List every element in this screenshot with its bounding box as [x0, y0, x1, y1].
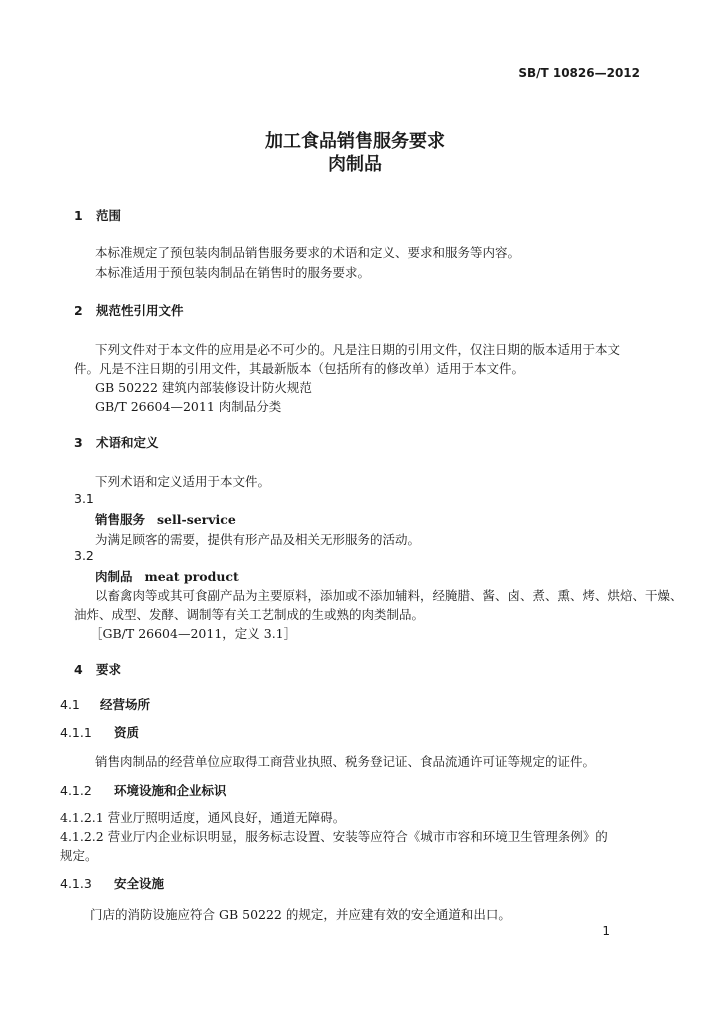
subsection-4-1-1-heading	[60, 723, 139, 741]
subsection-number: 4.1.3	[60, 876, 92, 891]
subsection-title: 资质	[114, 725, 140, 740]
document-title: 加工食品销售服务要求	[265, 131, 445, 152]
section-number: 2	[74, 303, 83, 318]
section-title: 术语和定义	[96, 435, 159, 450]
section-number: 1	[74, 208, 83, 223]
section-3-heading	[74, 433, 159, 451]
section-number: 4	[74, 662, 83, 677]
paragraph: 销售肉制品的经营单位应取得工商营业执照、税务登记证、食品流通许可证等规定的证件。	[95, 754, 596, 769]
term-english: meat product	[144, 569, 239, 584]
section-4-heading	[74, 660, 121, 678]
subsection-number: 4.1.2	[60, 783, 92, 798]
section-1-heading	[74, 206, 121, 224]
term-definition: 油炸、成型、发酵、调制等有关工艺制成的生或熟的肉类制品。	[74, 607, 425, 622]
subsection-title: 经营场所	[100, 697, 151, 712]
section-title: 规范性引用文件	[96, 303, 184, 318]
section-title: 范围	[96, 208, 122, 223]
term-chinese: 肉制品	[95, 569, 133, 584]
term-number: 3.1	[74, 491, 94, 506]
subsection-title: 安全设施	[114, 876, 165, 891]
term-english: sell-service	[157, 512, 236, 527]
subsection-number: 4.1	[60, 697, 80, 712]
document-subtitle: 肉制品	[328, 154, 382, 175]
subsection-4-1-3-heading	[60, 874, 164, 892]
clause: 4.1.2.2 营业厅内企业标识明显，服务标志设置、安装等应符合《城市市容和环境卫生管理条例》的	[60, 829, 608, 844]
term-source: ［GB/T 26604—2011，定义 3.1］	[90, 626, 297, 641]
term-chinese: 销售服务	[95, 512, 146, 527]
section-title: 要求	[96, 662, 122, 677]
subsection-title: 环境设施和企业标识	[114, 783, 227, 798]
paragraph: 件。凡是不注日期的引用文件，其最新版本（包括所有的修改单）适用于本文件。	[74, 361, 525, 376]
standard-code: SB/T 10826—2012	[518, 66, 640, 80]
subsection-4-1-heading	[60, 695, 150, 713]
term-definition: 以畜禽肉等或其可食副产品为主要原料，添加或不添加辅料，经腌腊、酱、卤、煮、熏、烤、烘焙、干燥、	[95, 588, 683, 603]
term-entry	[95, 510, 236, 528]
clause: 规定。	[60, 848, 98, 863]
paragraph: 下列术语和定义适用于本文件。	[95, 474, 271, 489]
reference-item: GB 50222 建筑内部装修设计防火规范	[95, 380, 312, 395]
paragraph: 本标准规定了预包装肉制品销售服务要求的术语和定义、要求和服务等内容。	[95, 245, 521, 260]
term-definition: 为满足顾客的需要，提供有形产品及相关无形服务的活动。	[95, 532, 421, 547]
clause: 4.1.2.1 营业厅照明适度，通风良好，通道无障碍。	[60, 810, 346, 825]
subsection-number: 4.1.1	[60, 725, 92, 740]
term-entry	[95, 567, 239, 585]
section-number: 3	[74, 435, 83, 450]
reference-item: GB/T 26604—2011 肉制品分类	[95, 399, 282, 414]
paragraph: 下列文件对于本文件的应用是必不可少的。凡是注日期的引用文件，仅注日期的版本适用于本文	[95, 342, 621, 357]
subsection-4-1-2-heading	[60, 781, 227, 799]
paragraph: 门店的消防设施应符合 GB 50222 的规定，并应建有效的安全通道和出口。	[90, 907, 511, 922]
section-2-heading	[74, 301, 184, 319]
paragraph: 本标准适用于预包装肉制品在销售时的服务要求。	[95, 265, 371, 280]
page-number: 1	[602, 924, 610, 938]
term-number: 3.2	[74, 548, 94, 563]
